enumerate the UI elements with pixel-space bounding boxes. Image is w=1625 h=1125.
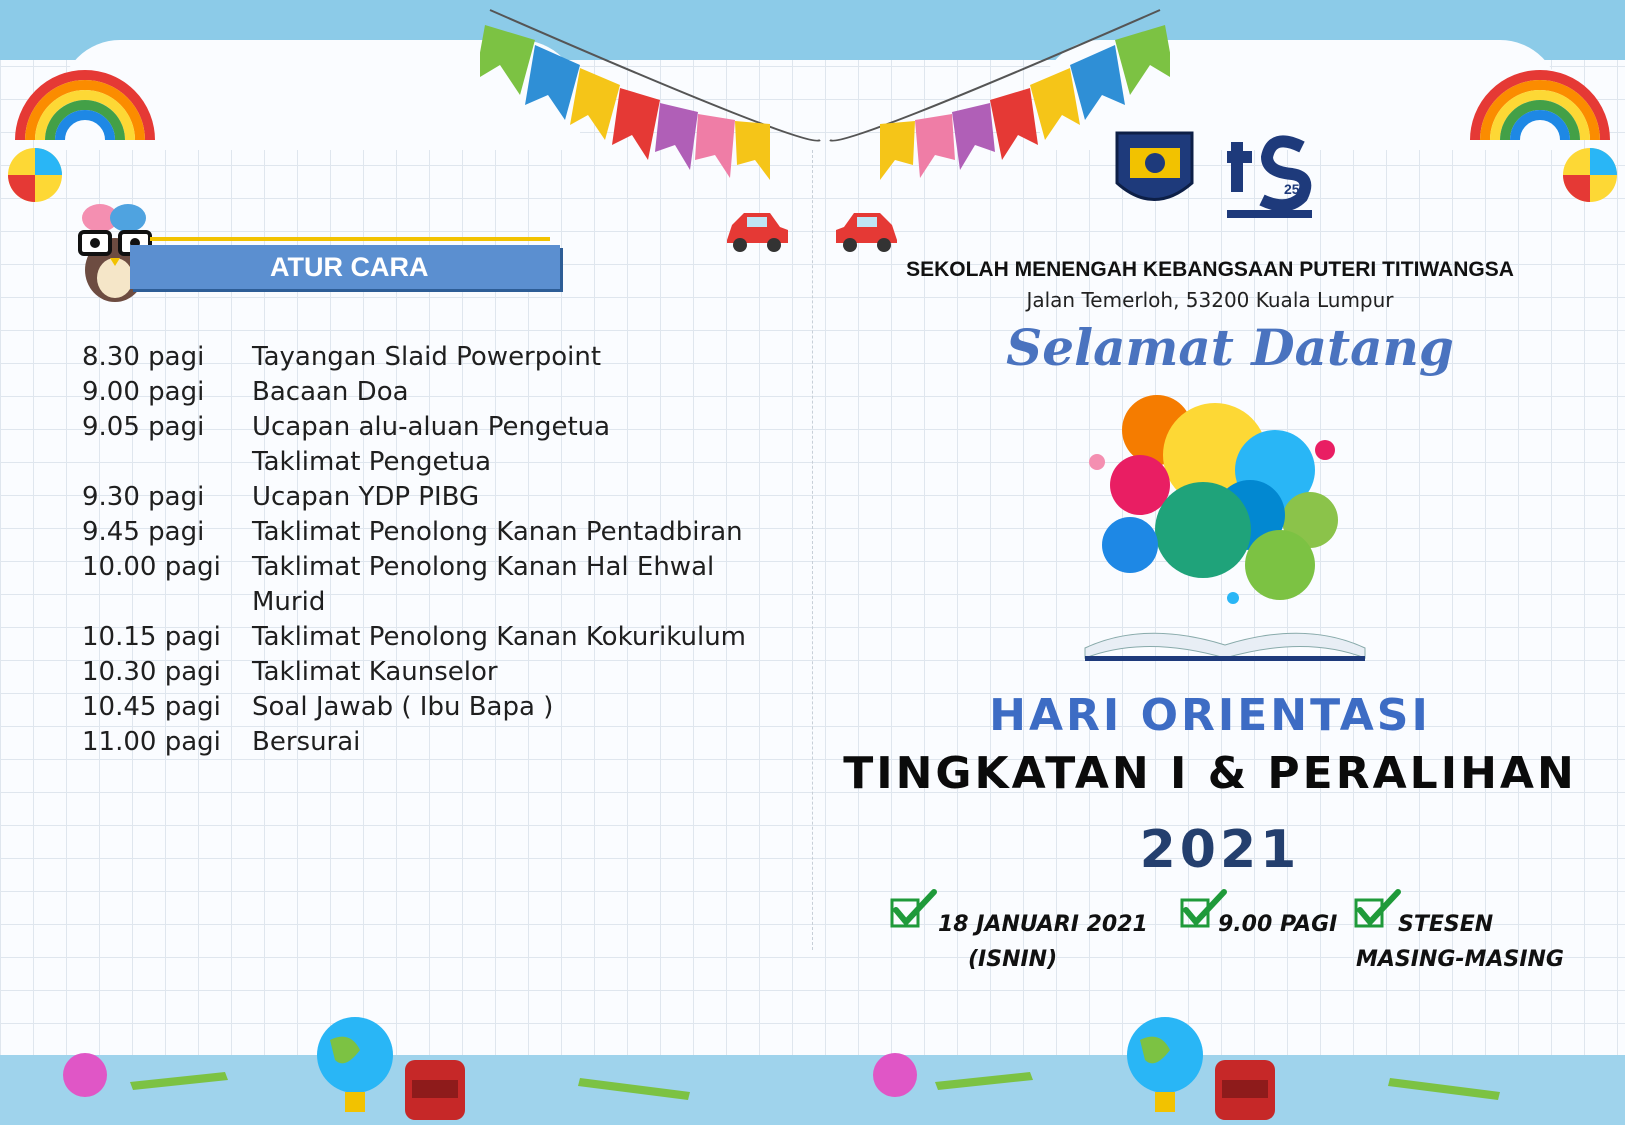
program-time: 9.45 pagi [82, 517, 205, 547]
program-time: 10.45 pagi [82, 692, 221, 722]
program-row [82, 620, 802, 655]
program-row [82, 515, 802, 550]
event-time: 9.00 PAGI [1218, 912, 1338, 937]
program-activity: Bacaan Doa [252, 377, 409, 407]
program-activity: Murid [252, 587, 326, 617]
program-activity: Bersurai [252, 727, 361, 757]
program-time: 9.05 pagi [82, 412, 205, 442]
program-row [82, 375, 802, 410]
program-activity: Tayangan Slaid Powerpoint [252, 342, 602, 372]
program-row [82, 655, 802, 690]
education-bubbles-illustration [1075, 390, 1375, 670]
school-bag-icon-left [405, 1060, 465, 1120]
program-activity: Soal Jawab ( Ibu Bapa ) [252, 692, 554, 722]
school-name: SEKOLAH MENENGAH KEBANGSAAN PUTERI TITIWANGSA [906, 258, 1514, 281]
program-activity: Taklimat Penolong Kanan Pentadbiran [252, 517, 743, 547]
program-activity: Taklimat Penolong Kanan Kokurikulum [252, 622, 746, 652]
rainbow-left [10, 40, 160, 150]
program-row [82, 690, 802, 725]
event-venue-line2: MASING-MASING [1356, 947, 1564, 972]
program-list [82, 340, 802, 760]
program-activity: Ucapan YDP PIBG [252, 482, 480, 512]
program-time: 10.15 pagi [82, 622, 221, 652]
program-row [82, 480, 802, 515]
program-time: 10.00 pagi [82, 552, 221, 582]
event-title-line2: TINGKATAN I & PERALIHAN [843, 748, 1577, 799]
event-year: 2021 [1139, 820, 1301, 880]
flower-icons [63, 1053, 917, 1097]
school-bag-icon-right [1215, 1060, 1275, 1120]
event-day: (ISNIN) [968, 947, 1058, 972]
event-title-line1: HARI ORIENTASI [989, 690, 1431, 741]
program-time: 9.00 pagi [82, 377, 205, 407]
check-icon [1352, 888, 1404, 932]
bunting-banner [480, 0, 1170, 210]
ts25-logo [1222, 122, 1317, 222]
program-time: 8.30 pagi [82, 342, 205, 372]
program-time [82, 585, 252, 620]
welcome-title: Selamat Datang [1006, 318, 1454, 377]
program-time: 11.00 pagi [82, 727, 221, 757]
globe-icon-right [1127, 1017, 1203, 1112]
program-row [82, 445, 802, 480]
beach-ball-right [1560, 145, 1620, 205]
program-row [82, 340, 802, 375]
event-date: 18 JANUARI 2021 [938, 912, 1148, 937]
program-time: 9.30 pagi [82, 482, 205, 512]
ts25-logo-number: 25 [1284, 181, 1300, 197]
check-icon [888, 888, 940, 932]
program-heading-text: ATUR CARA [270, 251, 429, 282]
event-venue-line1: STESEN [1398, 912, 1494, 937]
car-right [832, 205, 902, 255]
program-activity: Ucapan alu-aluan Pengetua [252, 412, 611, 442]
car-left [722, 205, 792, 255]
program-row [82, 410, 802, 445]
bottom-decorations [0, 1000, 1625, 1125]
school-crest-logo [1112, 128, 1197, 218]
page-fold [812, 150, 813, 950]
heading-accent-line [150, 237, 550, 241]
school-address: Jalan Temerloh, 53200 Kuala Lumpur [1026, 288, 1394, 312]
program-row [82, 725, 802, 760]
program-time: 10.30 pagi [82, 657, 221, 687]
beach-ball-left [5, 145, 65, 205]
program-activity: Taklimat Kaunselor [252, 657, 498, 687]
program-heading [130, 245, 560, 289]
rainbow-right [1465, 40, 1615, 150]
program-activity: Taklimat Pengetua [252, 447, 492, 477]
program-activity: Taklimat Penolong Kanan Hal Ehwal [252, 552, 715, 582]
program-row [82, 550, 802, 585]
program-time [82, 445, 252, 480]
program-row [82, 585, 802, 620]
globe-icon-left [317, 1017, 393, 1112]
